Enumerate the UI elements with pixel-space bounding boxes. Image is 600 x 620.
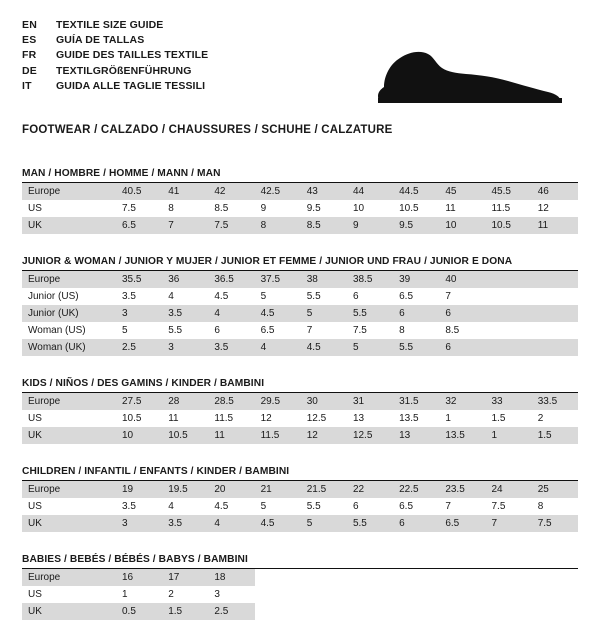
size-cell — [486, 339, 532, 356]
size-cell: 3 — [116, 515, 162, 532]
row-label: UK — [22, 427, 116, 444]
row-label: Europe — [22, 271, 116, 288]
size-cell: 12 — [301, 427, 347, 444]
size-cell: 7.5 — [208, 217, 254, 234]
size-cell — [486, 305, 532, 322]
size-cell: 5.5 — [393, 339, 439, 356]
size-cell-empty — [301, 603, 347, 620]
size-cell: 9.5 — [306, 203, 321, 214]
size-cell: 35.5 — [116, 271, 162, 288]
table-row — [22, 305, 578, 322]
table-row — [22, 339, 578, 356]
size-table — [22, 271, 578, 356]
row-label: Junior (US) — [28, 291, 79, 302]
size-cell: 4 — [168, 291, 174, 302]
size-block-man — [22, 168, 578, 234]
size-cell: 3 — [162, 339, 208, 356]
size-cell: 25 — [532, 481, 578, 498]
size-cell: 40 — [439, 271, 485, 288]
size-cell: 6 — [214, 325, 220, 336]
size-cell: 7.5 — [491, 501, 506, 512]
size-cell: 5 — [260, 291, 267, 302]
size-cell-empty — [347, 603, 393, 620]
size-cell: 8.5 — [445, 325, 460, 336]
size-cell: 2 — [537, 413, 544, 424]
size-cell: 7 — [306, 325, 313, 336]
size-cell: 8.5 — [301, 217, 347, 234]
block-heading: CHILDREN / INFANTIL / ENFANTS / KINDER / BAMBINI — [22, 466, 578, 481]
table-row — [22, 427, 578, 444]
size-cell: 45.5 — [486, 183, 532, 200]
size-cell: 16 — [116, 569, 162, 586]
size-cell: 3 — [214, 589, 220, 600]
block-heading: JUNIOR & WOMAN / JUNIOR Y MUJER / JUNIOR ET FEMME / JUNIOR UND FRAU / JUNIOR E DONA — [22, 256, 578, 271]
size-cell: 42 — [208, 183, 254, 200]
size-cell: 10.5 — [122, 413, 142, 424]
size-cell — [532, 271, 578, 288]
size-cell-empty — [255, 569, 301, 586]
size-cell-empty — [301, 586, 347, 603]
size-cell: 9 — [347, 217, 393, 234]
size-cell: 4 — [168, 501, 174, 512]
row-label: Woman (US) — [28, 325, 86, 336]
size-cell-empty — [439, 569, 485, 586]
size-cell: 6 — [352, 501, 359, 512]
size-cell: 6 — [439, 339, 485, 356]
size-cell: 37.5 — [255, 271, 301, 288]
size-cell: 5 — [301, 515, 347, 532]
size-block-junior-woman — [22, 256, 578, 356]
size-cell: 6.5 — [399, 501, 414, 512]
size-cell: 1 — [445, 413, 451, 424]
size-cell: 7.5 — [122, 203, 136, 214]
table-row — [22, 481, 578, 498]
size-cell: 44.5 — [393, 183, 439, 200]
size-cell: 46 — [532, 183, 578, 200]
size-cell: 8 — [399, 325, 405, 336]
size-cell: 11.5 — [214, 413, 234, 424]
size-cell: 13 — [393, 427, 439, 444]
size-cell: 24 — [486, 481, 532, 498]
size-cell-empty — [486, 586, 532, 603]
size-cell: 45 — [439, 183, 485, 200]
size-cell: 33 — [486, 393, 532, 410]
size-cell: 40.5 — [116, 183, 162, 200]
size-cell: 38.5 — [347, 271, 393, 288]
size-cell: 4 — [208, 305, 254, 322]
size-cell: 39 — [393, 271, 439, 288]
size-cell: 10.5 — [162, 427, 208, 444]
size-cell: 19.5 — [162, 481, 208, 498]
size-cell: 5 — [301, 305, 347, 322]
language-row — [22, 33, 208, 48]
size-cell: 3.5 — [122, 501, 136, 512]
size-cell: 1.5 — [532, 427, 578, 444]
row-label: US — [28, 589, 42, 600]
language-title: TEXTILE SIZE GUIDE — [56, 19, 164, 31]
size-cell: 4 — [255, 339, 301, 356]
size-cell: 10 — [116, 427, 162, 444]
size-cell: 10 — [439, 217, 485, 234]
size-cell-empty — [347, 569, 393, 586]
size-cell — [532, 305, 578, 322]
size-cell — [486, 322, 532, 339]
size-cell: 1 — [486, 427, 532, 444]
size-cell — [486, 271, 532, 288]
size-cell: 28.5 — [208, 393, 254, 410]
size-block-kids — [22, 378, 578, 444]
size-cell: 6.5 — [260, 325, 275, 336]
document-header — [22, 18, 578, 110]
size-cell: 10 — [352, 203, 365, 214]
size-cell: 31.5 — [393, 393, 439, 410]
row-label: Europe — [22, 183, 116, 200]
table-row — [22, 271, 578, 288]
size-cell: 29.5 — [255, 393, 301, 410]
size-cell: 3.5 — [122, 291, 136, 302]
size-cell-empty — [486, 603, 532, 620]
table-row — [22, 586, 578, 603]
size-cell: 20 — [208, 481, 254, 498]
size-cell: 13.5 — [399, 413, 419, 424]
block-heading: MAN / HOMBRE / HOMME / MANN / MAN — [22, 168, 578, 183]
size-cell: 2.5 — [208, 603, 254, 620]
table-row — [22, 322, 578, 339]
size-cell: 31 — [347, 393, 393, 410]
size-cell: 11 — [445, 203, 456, 214]
size-table — [22, 183, 578, 234]
size-cell-empty — [393, 586, 439, 603]
size-cell: 6.5 — [439, 515, 485, 532]
size-cell: 38 — [301, 271, 347, 288]
size-cell-empty — [393, 569, 439, 586]
table-row — [22, 569, 578, 586]
dress-shoe-icon — [376, 40, 566, 108]
size-cell: 9 — [260, 203, 267, 214]
size-cell: 13.5 — [439, 427, 485, 444]
size-cell: 1.5 — [162, 603, 208, 620]
table-row — [22, 217, 578, 234]
size-cell: 12 — [260, 413, 272, 424]
row-label: US — [28, 203, 42, 214]
size-cell: 8 — [537, 501, 544, 512]
size-cell: 8.5 — [214, 203, 229, 214]
language-title-list — [22, 18, 208, 94]
block-heading: BABIES / BEBÉS / BÉBÉS / BABYS / BAMBINI — [22, 554, 578, 569]
language-code: EN — [22, 19, 37, 31]
size-cell: 8 — [255, 217, 301, 234]
size-cell: 13 — [352, 413, 365, 424]
size-cell — [532, 339, 578, 356]
size-cell: 44 — [347, 183, 393, 200]
language-title: GUIDE DES TAILLES TEXTILE — [56, 49, 209, 62]
size-cell: 1.5 — [491, 413, 506, 424]
size-cell: 12.5 — [347, 427, 393, 444]
size-cell: 36 — [162, 271, 208, 288]
size-cell: 5 — [347, 339, 393, 356]
size-block-children — [22, 466, 578, 532]
row-label: Europe — [22, 481, 116, 498]
size-cell: 4.5 — [255, 515, 301, 532]
size-cell: 18 — [208, 569, 254, 586]
size-cell: 23.5 — [439, 481, 485, 498]
size-cell: 5.5 — [306, 291, 321, 302]
table-row — [22, 498, 578, 515]
size-cell: 22.5 — [393, 481, 439, 498]
size-cell: 36.5 — [208, 271, 254, 288]
size-cell: 27.5 — [116, 393, 162, 410]
size-cell: 33.5 — [532, 393, 578, 410]
language-row — [22, 64, 208, 79]
size-cell-empty — [301, 569, 347, 586]
table-row — [22, 603, 578, 620]
block-heading: KIDS / NIÑOS / DES GAMINS / KINDER / BAMBINI — [22, 378, 578, 393]
size-cell: 4.5 — [214, 501, 229, 512]
size-cell-empty — [439, 603, 485, 620]
language-title: GUIDA ALLE TAGLIE TESSILI — [56, 79, 206, 92]
size-table — [22, 393, 578, 444]
size-cell-empty — [439, 586, 485, 603]
size-cell: 7.5 — [352, 325, 367, 336]
language-row — [22, 48, 208, 63]
table-row — [22, 200, 578, 217]
row-label: Junior (UK) — [22, 305, 116, 322]
size-cell: 12 — [537, 203, 549, 214]
size-cell: 1 — [122, 589, 128, 600]
size-cell: 3 — [116, 305, 162, 322]
size-cell: 11.5 — [255, 427, 301, 444]
table-row — [22, 515, 578, 532]
size-cell: 5 — [260, 501, 267, 512]
size-cell: 3.5 — [208, 339, 254, 356]
size-cell: 2 — [168, 589, 174, 600]
language-code: FR — [22, 49, 37, 62]
size-cell: 30 — [301, 393, 347, 410]
size-cell: 5 — [122, 325, 128, 336]
size-cell: 6 — [439, 305, 485, 322]
size-block-babies — [22, 554, 578, 620]
size-cell: 8 — [168, 203, 174, 214]
size-cell — [486, 288, 532, 305]
row-label: Europe — [22, 393, 116, 410]
size-cell-empty — [347, 586, 393, 603]
size-cell-empty — [486, 569, 532, 586]
size-cell: 6.5 — [116, 217, 162, 234]
size-cell: 11 — [208, 427, 254, 444]
size-cell: 6 — [352, 291, 359, 302]
size-cell: 43 — [301, 183, 347, 200]
table-row — [22, 183, 578, 200]
size-cell: 2.5 — [116, 339, 162, 356]
size-cell: 0.5 — [116, 603, 162, 620]
size-cell: 41 — [162, 183, 208, 200]
size-table — [22, 481, 578, 532]
size-cell-empty — [532, 569, 578, 586]
row-label: US — [28, 413, 42, 424]
size-cell: 4.5 — [255, 305, 301, 322]
row-label: US — [28, 501, 42, 512]
table-row — [22, 393, 578, 410]
row-label: Woman (UK) — [22, 339, 116, 356]
language-code: IT — [22, 79, 32, 92]
size-cell: 22 — [347, 481, 393, 498]
size-cell: 32 — [439, 393, 485, 410]
size-cell: 3.5 — [162, 305, 208, 322]
size-cell: 6 — [393, 305, 439, 322]
size-cell: 10.5 — [486, 217, 532, 234]
language-code: DE — [22, 64, 37, 77]
language-title: TEXTILGRÖßENFÜHRUNG — [56, 64, 192, 77]
size-cell: 4 — [208, 515, 254, 532]
size-cell: 12.5 — [306, 413, 327, 424]
size-cell: 7 — [486, 515, 532, 532]
language-code: ES — [22, 34, 37, 47]
size-cell: 21.5 — [301, 481, 347, 498]
size-cell: 5.5 — [306, 501, 321, 512]
size-cell: 5.5 — [347, 305, 393, 322]
size-cell: 7.5 — [532, 515, 578, 532]
size-cell: 6.5 — [399, 291, 414, 302]
size-cell: 19 — [116, 481, 162, 498]
size-cell: 6 — [393, 515, 439, 532]
size-cell — [532, 288, 578, 305]
size-cell: 9.5 — [393, 217, 439, 234]
size-cell: 7 — [162, 217, 208, 234]
row-label: UK — [22, 603, 116, 620]
row-label: UK — [22, 217, 116, 234]
size-cell: 11 — [532, 217, 578, 234]
size-cell-empty — [255, 586, 301, 603]
size-cell: 28 — [162, 393, 208, 410]
size-cell: 11.5 — [491, 203, 511, 214]
language-row — [22, 18, 208, 33]
size-cell: 10.5 — [399, 203, 419, 214]
size-cell: 7 — [445, 501, 451, 512]
size-cell: 4.5 — [214, 291, 229, 302]
category-title: FOOTWEAR / CALZADO / CHAUSSURES / SCHUHE / CALZATURE — [22, 124, 393, 136]
row-label: UK — [22, 515, 116, 532]
size-cell: 11 — [168, 413, 179, 424]
size-cell-empty — [393, 603, 439, 620]
size-cell: 7 — [445, 291, 451, 302]
table-row — [22, 288, 578, 305]
size-cell: 42.5 — [255, 183, 301, 200]
language-title: GUÍA DE TALLAS — [56, 34, 145, 47]
size-cell-empty — [255, 603, 301, 620]
language-row — [22, 79, 208, 94]
row-label: Europe — [22, 569, 116, 586]
size-cell-empty — [532, 603, 578, 620]
size-cell: 4.5 — [301, 339, 347, 356]
size-cell: 21 — [255, 481, 301, 498]
size-cell-empty — [532, 586, 578, 603]
size-cell: 5.5 — [168, 325, 183, 336]
table-row — [22, 410, 578, 427]
size-cell — [532, 322, 578, 339]
size-cell: 17 — [162, 569, 208, 586]
size-cell: 5.5 — [347, 515, 393, 532]
size-table — [22, 569, 578, 620]
size-cell: 3.5 — [162, 515, 208, 532]
